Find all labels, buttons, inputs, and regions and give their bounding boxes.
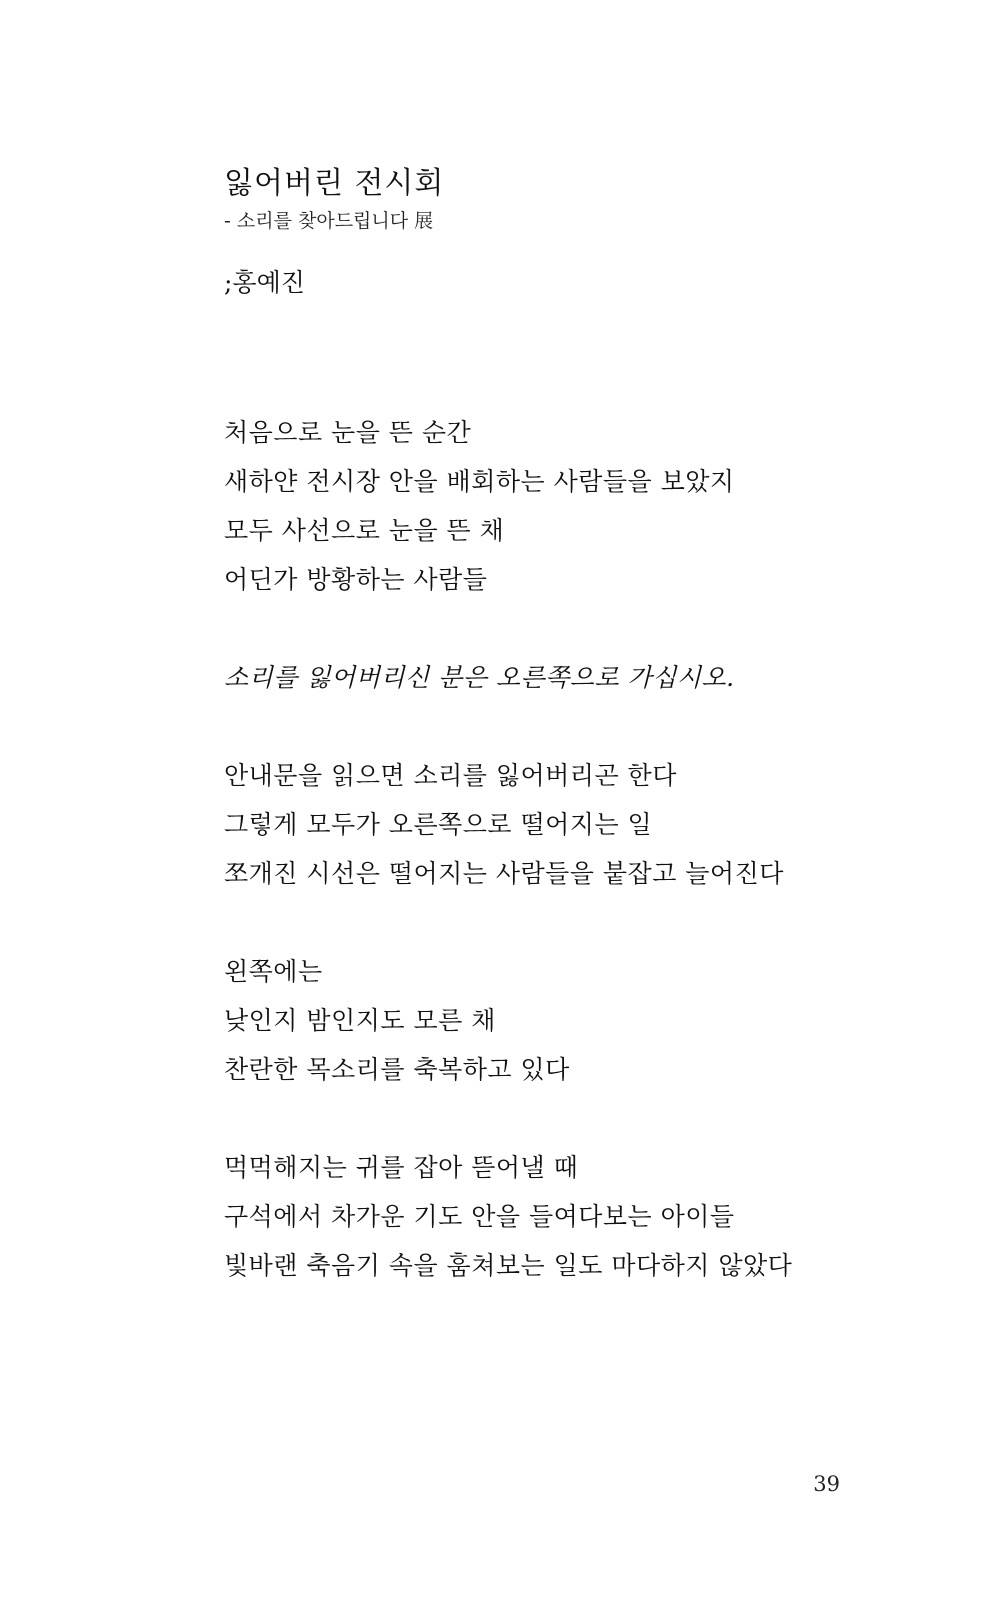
- stanza: [224, 947, 864, 1094]
- poem-author: ;홍예진: [224, 268, 305, 297]
- poem-line: 어딘가 방황하는 사람들: [224, 565, 488, 594]
- poem-line: 구석에서 차가운 기도 안을 들여다보는 아이들: [224, 1202, 735, 1231]
- page-number: 39: [813, 1472, 840, 1496]
- poem-body: [224, 408, 864, 1290]
- stanza-gap: [224, 898, 864, 947]
- poem-line: 빛바랜 축음기 속을 훔쳐보는 일도 마다하지 않았다: [224, 1251, 793, 1280]
- stanza: [224, 1143, 864, 1290]
- poem-subtitle: - 소리를 찾아드립니다 展: [224, 210, 434, 232]
- poem-line: 왼쪽에는: [224, 957, 323, 986]
- stanza: [224, 653, 864, 702]
- poem-line: 낮인지 밤인지도 모른 채: [224, 1006, 496, 1035]
- poem-line-italic: 소리를 잃어버리신 분은 오른쪽으로 가십시오.: [224, 663, 735, 692]
- poem-line: 안내문을 읽으면 소리를 잃어버리곤 한다: [224, 761, 677, 790]
- stanza-gap: [224, 1094, 864, 1143]
- poem-line: 그렇게 모두가 오른쪽으로 떨어지는 일: [224, 810, 653, 839]
- poem-line: 처음으로 눈을 뜬 순간: [224, 418, 472, 447]
- stanza: [224, 751, 864, 898]
- poem-line: 찬란한 목소리를 축복하고 있다: [224, 1055, 570, 1084]
- stanza-gap: [224, 604, 864, 653]
- poem-line: 모두 사선으로 눈을 뜬 채: [224, 516, 505, 545]
- poem-line: 새하얀 전시장 안을 배회하는 사람들을 보았지: [224, 467, 735, 496]
- stanza-gap: [224, 702, 864, 751]
- stanza: [224, 408, 864, 604]
- poem-title: 잃어버린 전시회: [224, 166, 445, 201]
- poem-line: 쪼개진 시선은 떨어지는 사람들을 붙잡고 늘어진다: [224, 859, 784, 888]
- poem-line: 먹먹해지는 귀를 잡아 뜯어낼 때: [224, 1153, 579, 1182]
